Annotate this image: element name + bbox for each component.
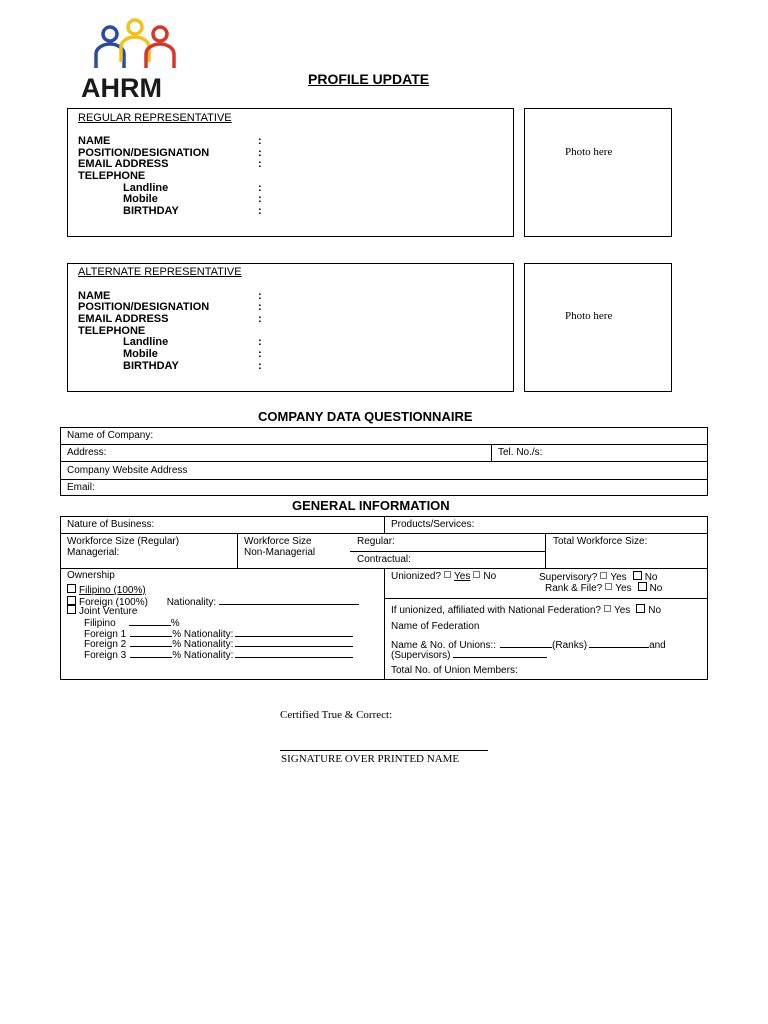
alternate-name-colon: : <box>258 290 262 302</box>
unions-row: Name & No. of Unions:: (Ranks) and <box>391 640 666 651</box>
products-services-field[interactable]: Products/Services: <box>391 519 475 530</box>
federation-field[interactable]: Name of Federation <box>391 621 480 632</box>
regular-photo-placeholder: Photo here <box>565 146 613 158</box>
company-tel-field[interactable]: Tel. No./s: <box>498 447 543 458</box>
unionized-yes-checkbox[interactable] <box>444 571 451 578</box>
jv-foreign3-nationality-blank[interactable] <box>235 648 353 658</box>
regular-landline-label: Landline <box>123 182 169 194</box>
jv-foreign2-row: Foreign 2 % Nationality: <box>84 637 353 651</box>
company-name-field[interactable]: Name of Company: <box>67 430 154 441</box>
regular-email-colon: : <box>258 158 262 170</box>
regular-landline-colon: : <box>258 182 262 194</box>
alternate-mobile-colon: : <box>258 348 262 360</box>
jv-foreign1-blank[interactable] <box>130 627 172 637</box>
regular-mobile-colon: : <box>258 193 262 205</box>
rank-file-yes-checkbox[interactable] <box>605 583 612 590</box>
signature-caption: SIGNATURE OVER PRINTED NAME <box>281 753 460 765</box>
total-workforce-field[interactable]: Total Workforce Size: <box>553 536 648 547</box>
alternate-birthday-colon: : <box>258 360 262 372</box>
unions-ranks-blank[interactable] <box>500 638 552 648</box>
company-address-field[interactable]: Address: <box>67 447 107 458</box>
affiliated-yes-checkbox[interactable] <box>604 605 611 612</box>
logo-people-icon <box>80 16 190 78</box>
nature-of-business-field[interactable]: Nature of Business: <box>67 519 155 530</box>
alternate-position-colon: : <box>258 301 262 313</box>
nonmanagerial-label: Non-Managerial <box>244 547 316 558</box>
regular-position-colon: : <box>258 147 262 159</box>
alternate-landline-label: Landline <box>123 336 169 348</box>
checkbox-icon[interactable] <box>67 605 76 614</box>
contractual-field[interactable]: Contractual: <box>357 554 411 565</box>
nationality-blank[interactable] <box>219 595 359 605</box>
affiliated-no-checkbox[interactable] <box>636 604 645 613</box>
jv-foreign3-blank[interactable] <box>130 648 172 658</box>
regular-mobile-label: Mobile <box>123 193 158 205</box>
ownership-filipino-option[interactable]: Filipino (100%) <box>67 584 146 597</box>
alternate-birthday-label: BIRTHDAY <box>123 360 179 372</box>
company-heading: COMPANY DATA QUESTIONNAIRE <box>258 409 473 424</box>
unions-supervisors-row: (Supervisors) <box>391 648 547 662</box>
regular-workforce-field[interactable]: Regular: <box>357 536 395 547</box>
jv-foreign1-nationality-blank[interactable] <box>235 627 353 637</box>
regular-position-label: POSITION/DESIGNATION <box>78 147 210 159</box>
regular-photo-box <box>524 108 672 237</box>
alternate-mobile-label: Mobile <box>123 348 158 360</box>
company-email-field[interactable]: Email: <box>67 482 95 493</box>
managerial-field[interactable]: Managerial: <box>67 547 120 558</box>
ownership-foreign-option[interactable]: Foreign (100%) Nationality: <box>67 595 359 609</box>
signature-line[interactable] <box>280 750 488 751</box>
checkbox-icon[interactable] <box>67 596 76 605</box>
alternate-email-colon: : <box>258 313 262 325</box>
regular-name-colon: : <box>258 135 262 147</box>
regular-heading: REGULAR REPRESENTATIVE <box>78 112 232 124</box>
unions-supervisors-blank[interactable] <box>453 648 547 658</box>
jv-filipino-blank[interactable] <box>129 616 171 626</box>
logo-text: AHRM <box>81 73 162 103</box>
alternate-photo-placeholder: Photo here <box>565 310 613 322</box>
certified-label: Certified True & Correct: <box>280 709 393 721</box>
supervisory-yes-checkbox[interactable] <box>600 572 607 579</box>
alternate-telephone-label: TELEPHONE <box>78 325 146 337</box>
workforce-nonmanagerial-label: Workforce Size <box>244 536 312 547</box>
jv-foreign1-row: Foreign 1 % Nationality: <box>84 627 353 641</box>
ownership-joint-venture-option[interactable]: Joint Venture <box>67 605 137 618</box>
supervisory-question: Supervisory? Yes No <box>539 572 658 583</box>
regular-name-label: NAME <box>78 135 111 147</box>
page-title: PROFILE UPDATE <box>308 71 430 87</box>
ownership-label: Ownership <box>67 570 115 581</box>
alternate-position-label: POSITION/DESIGNATION <box>78 301 210 313</box>
rank-file-question: Rank & File? Yes No <box>545 583 663 594</box>
general-heading: GENERAL INFORMATION <box>292 498 450 513</box>
company-website-field[interactable]: Company Website Address <box>67 465 188 476</box>
rank-file-no-checkbox[interactable] <box>638 582 647 591</box>
unionized-no-checkbox[interactable] <box>473 571 480 578</box>
affiliated-question: If unionized, affiliated with National Federation? Yes No <box>391 605 662 616</box>
regular-telephone-label: TELEPHONE <box>78 170 146 182</box>
regular-email-label: EMAIL ADDRESS <box>78 158 169 170</box>
jv-foreign2-nationality-blank[interactable] <box>235 637 353 647</box>
alternate-name-label: NAME <box>78 290 111 302</box>
checkbox-icon[interactable] <box>67 584 76 593</box>
logo <box>80 16 190 102</box>
jv-foreign3-row: Foreign 3 % Nationality: <box>84 648 353 662</box>
jv-filipino-row: Filipino % <box>84 618 180 629</box>
alternate-email-label: EMAIL ADDRESS <box>78 313 169 325</box>
alternate-photo-box <box>524 263 672 392</box>
alternate-landline-colon: : <box>258 336 262 348</box>
unionized-question: Unionized? Yes No <box>391 571 497 582</box>
alternate-heading: ALTERNATE REPRESENTATIVE <box>78 266 242 278</box>
regular-birthday-label: BIRTHDAY <box>123 205 179 217</box>
regular-birthday-colon: : <box>258 205 262 217</box>
unions-and-blank[interactable] <box>589 638 649 648</box>
jv-foreign2-blank[interactable] <box>130 637 172 647</box>
union-members-field[interactable]: Total No. of Union Members: <box>391 665 518 676</box>
workforce-regular-label: Workforce Size (Regular) <box>67 536 180 547</box>
supervisory-no-checkbox[interactable] <box>633 571 642 580</box>
